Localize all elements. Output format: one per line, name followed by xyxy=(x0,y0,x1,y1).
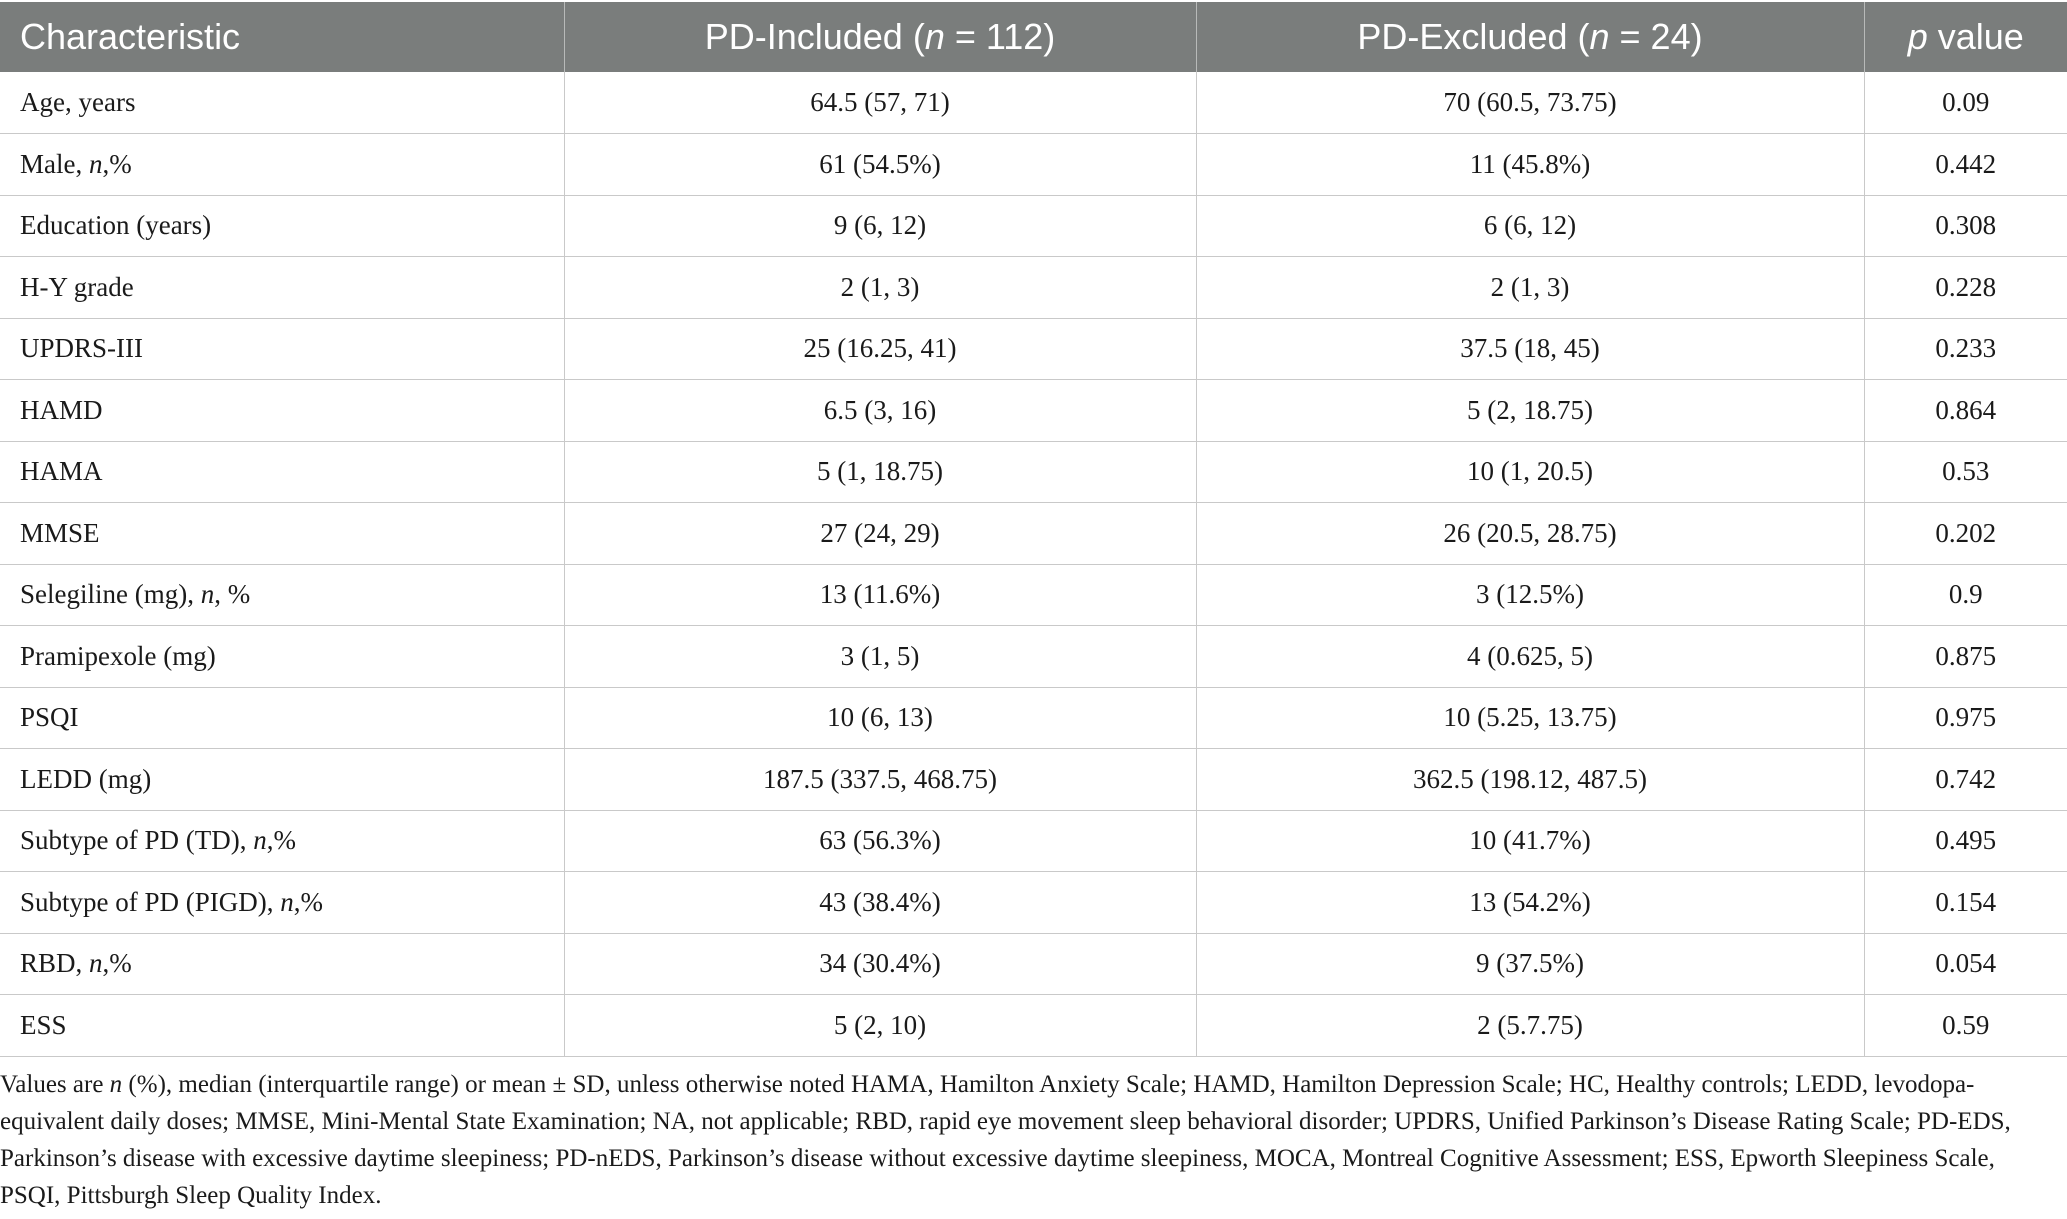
header-pd-excluded: PD-Excluded (n = 24) xyxy=(1196,2,1864,72)
p-value: 0.59 xyxy=(1864,995,2067,1057)
p-value: 0.864 xyxy=(1864,380,2067,442)
row-label: Male, n,% xyxy=(0,134,564,196)
pd-excluded-value: 5 (2, 18.75) xyxy=(1196,380,1864,442)
pd-excluded-value: 26 (20.5, 28.75) xyxy=(1196,503,1864,565)
pd-included-value: 63 (56.3%) xyxy=(564,810,1196,872)
pd-excluded-value: 4 (0.625, 5) xyxy=(1196,626,1864,688)
table-row xyxy=(0,564,2067,626)
table-row xyxy=(0,687,2067,749)
pd-included-value: 34 (30.4%) xyxy=(564,933,1196,995)
pd-excluded-value: 9 (37.5%) xyxy=(1196,933,1864,995)
pd-included-value: 9 (6, 12) xyxy=(564,195,1196,257)
row-label: RBD, n,% xyxy=(0,933,564,995)
p-value: 0.53 xyxy=(1864,441,2067,503)
table-row xyxy=(0,995,2067,1057)
table-row xyxy=(0,195,2067,257)
p-value: 0.233 xyxy=(1864,318,2067,380)
table-row xyxy=(0,72,2067,134)
row-label: HAMA xyxy=(0,441,564,503)
pd-excluded-value: 10 (1, 20.5) xyxy=(1196,441,1864,503)
table-row xyxy=(0,626,2067,688)
pd-excluded-value: 10 (41.7%) xyxy=(1196,810,1864,872)
pd-included-value: 2 (1, 3) xyxy=(564,257,1196,319)
pd-excluded-value: 70 (60.5, 73.75) xyxy=(1196,72,1864,134)
pd-included-value: 5 (1, 18.75) xyxy=(564,441,1196,503)
pd-included-value: 61 (54.5%) xyxy=(564,134,1196,196)
table-footnote: Values are n (%), median (interquartile range) or mean ± SD, unless otherwise noted HAMA, Hamilton Anxiety Scale; HAMD, Hamilton Depression Scale; HC, Healthy controls; LEDD, levodopa-equivalent daily doses; MMSE, Mini-Mental State Examination; NA, not applicable; RBD, rapid eye movement sleep behavioral disorder; UPDRS, Unified Parkinson’s Disease Rating Scale; PD-EDS, Parkinson’s disease with excessive daytime sleepiness; PD-nEDS, Parkinson’s disease without excessive daytime sleepiness, MOCA, Montreal Cognitive Assessment; ESS, Epworth Sleepiness Scale, PSQI, Pittsburgh Sleep Quality Index. xyxy=(0,1071,2011,1209)
pd-excluded-value: 13 (54.2%) xyxy=(1196,872,1864,934)
pd-included-value: 25 (16.25, 41) xyxy=(564,318,1196,380)
table-row xyxy=(0,134,2067,196)
p-value: 0.875 xyxy=(1864,626,2067,688)
table-row xyxy=(0,441,2067,503)
row-label: Education (years) xyxy=(0,195,564,257)
pd-excluded-value: 362.5 (198.12, 487.5) xyxy=(1196,749,1864,811)
pd-included-value: 64.5 (57, 71) xyxy=(564,72,1196,134)
p-value: 0.442 xyxy=(1864,134,2067,196)
table-row xyxy=(0,933,2067,995)
p-value: 0.202 xyxy=(1864,503,2067,565)
row-label: Selegiline (mg), n, % xyxy=(0,564,564,626)
p-value: 0.308 xyxy=(1864,195,2067,257)
characteristics-table xyxy=(0,2,2067,1057)
row-label: Subtype of PD (PIGD), n,% xyxy=(0,872,564,934)
row-label: HAMD xyxy=(0,380,564,442)
pd-included-value: 6.5 (3, 16) xyxy=(564,380,1196,442)
row-label: Subtype of PD (TD), n,% xyxy=(0,810,564,872)
table-row xyxy=(0,749,2067,811)
row-label: UPDRS-III xyxy=(0,318,564,380)
table-row xyxy=(0,257,2067,319)
pd-included-value: 13 (11.6%) xyxy=(564,564,1196,626)
p-value: 0.09 xyxy=(1864,72,2067,134)
table-row xyxy=(0,318,2067,380)
pd-included-value: 5 (2, 10) xyxy=(564,995,1196,1057)
p-value: 0.054 xyxy=(1864,933,2067,995)
pd-included-value: 10 (6, 13) xyxy=(564,687,1196,749)
pd-excluded-value: 6 (6, 12) xyxy=(1196,195,1864,257)
table-row xyxy=(0,503,2067,565)
pd-excluded-value: 2 (1, 3) xyxy=(1196,257,1864,319)
row-label: H-Y grade xyxy=(0,257,564,319)
pd-included-value: 43 (38.4%) xyxy=(564,872,1196,934)
pd-excluded-value: 3 (12.5%) xyxy=(1196,564,1864,626)
row-label: PSQI xyxy=(0,687,564,749)
row-label: ESS xyxy=(0,995,564,1057)
table-row xyxy=(0,872,2067,934)
pd-excluded-value: 2 (5.7.75) xyxy=(1196,995,1864,1057)
p-value: 0.228 xyxy=(1864,257,2067,319)
p-value: 0.154 xyxy=(1864,872,2067,934)
pd-included-value: 187.5 (337.5, 468.75) xyxy=(564,749,1196,811)
pd-included-value: 3 (1, 5) xyxy=(564,626,1196,688)
pd-excluded-value: 37.5 (18, 45) xyxy=(1196,318,1864,380)
row-label: Pramipexole (mg) xyxy=(0,626,564,688)
p-value: 0.742 xyxy=(1864,749,2067,811)
row-label: LEDD (mg) xyxy=(0,749,564,811)
p-value: 0.495 xyxy=(1864,810,2067,872)
table-header-row xyxy=(0,2,2067,72)
row-label: MMSE xyxy=(0,503,564,565)
pd-included-value: 27 (24, 29) xyxy=(564,503,1196,565)
header-pd-included: PD-Included (n = 112) xyxy=(564,2,1196,72)
header-p-value: p value xyxy=(1907,16,2024,57)
pd-excluded-value: 10 (5.25, 13.75) xyxy=(1196,687,1864,749)
table-row xyxy=(0,380,2067,442)
p-value: 0.975 xyxy=(1864,687,2067,749)
header-characteristic: Characteristic xyxy=(0,2,564,72)
p-value: 0.9 xyxy=(1864,564,2067,626)
row-label: Age, years xyxy=(0,72,564,134)
pd-excluded-value: 11 (45.8%) xyxy=(1196,134,1864,196)
table-row xyxy=(0,810,2067,872)
